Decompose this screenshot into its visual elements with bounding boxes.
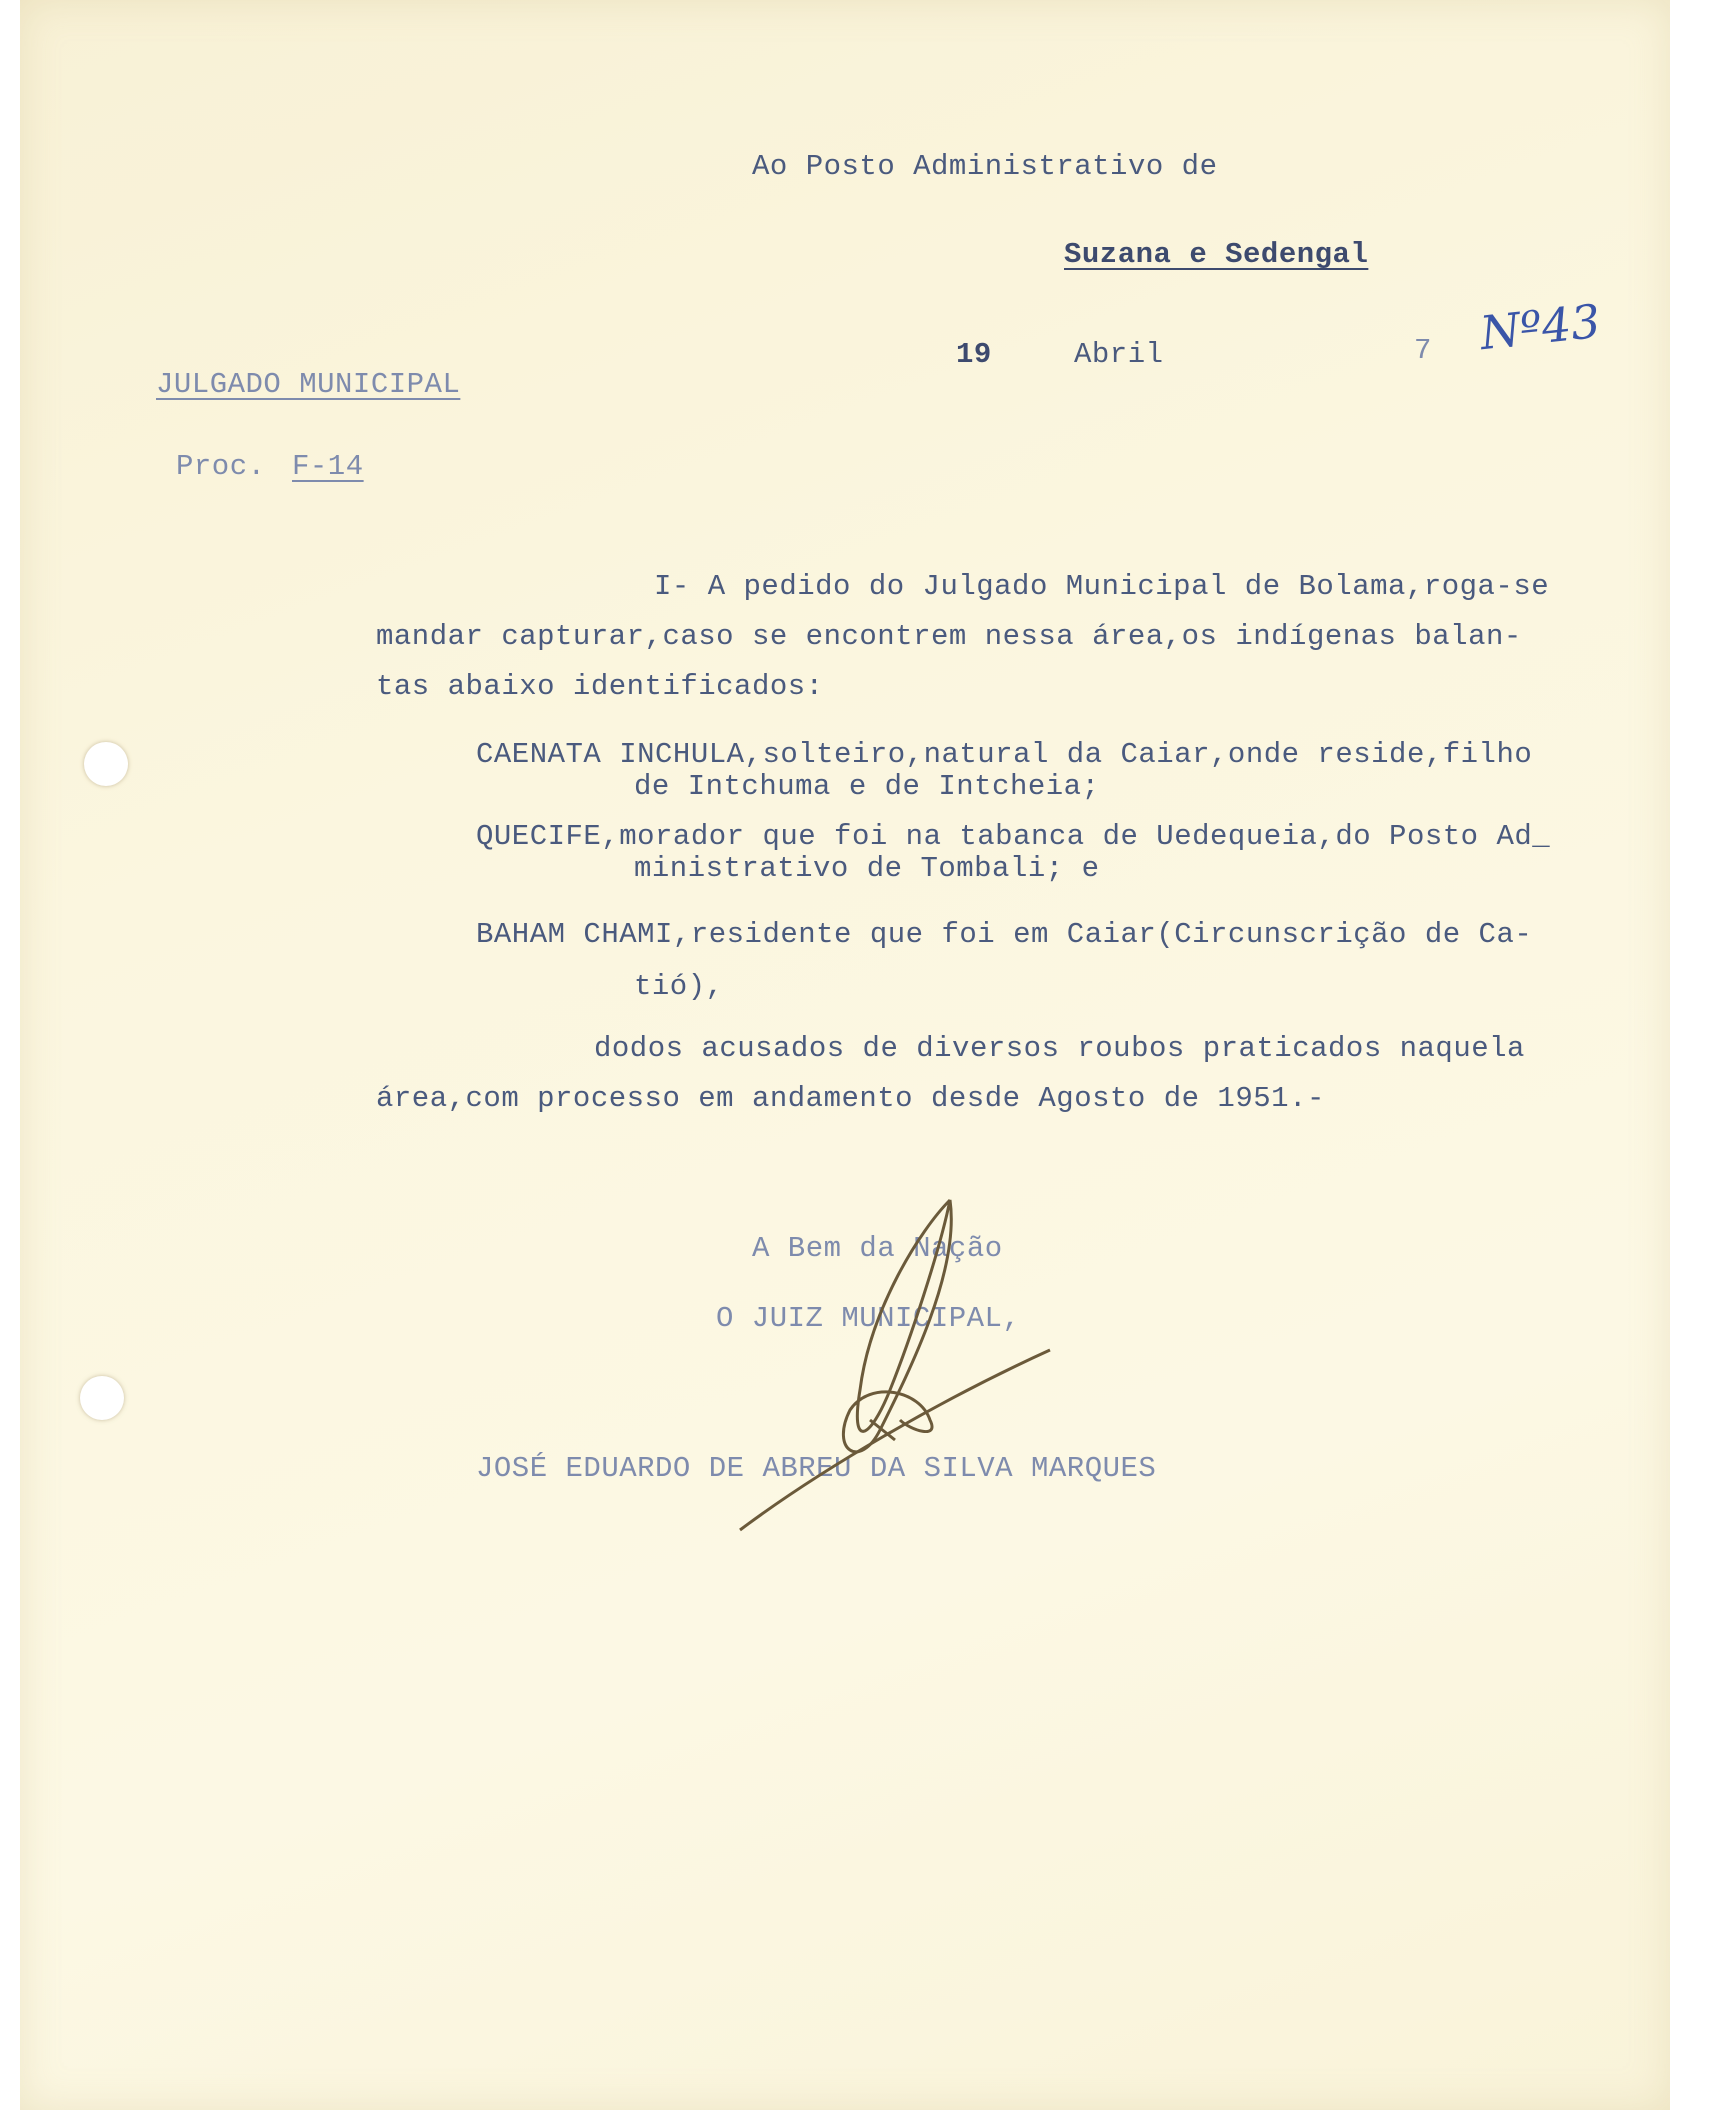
closing-title: O JUIZ MUNICIPAL, (716, 1302, 1021, 1335)
person3-line1: BAHAM CHAMI,residente que foi em Caiar(Circunscrição de Ca- (476, 918, 1533, 951)
person1-line2: de Intchuma e de Intcheia; (634, 770, 1100, 803)
date-month: Abril (1074, 338, 1164, 371)
person1-line1: CAENATA INCHULA,solteiro,natural da Caiar,onde reside,filho (476, 738, 1533, 771)
addressee-line-2: Suzana e Sedengal (1064, 238, 1369, 271)
proc-label: Proc. (176, 450, 266, 483)
punch-hole-bottom (80, 1376, 124, 1420)
person2-line1: QUECIFE,morador que foi na tabanca de Uedequeia,do Posto Ad_ (476, 820, 1551, 853)
date-year-fragment: 7 (1414, 334, 1432, 367)
handwritten-signature (720, 1190, 1070, 1550)
person2-line2: ministrativo de Tombali; e (634, 852, 1100, 885)
signatory-name: JOSÉ EDUARDO DE ABREU DA SILVA MARQUES (476, 1452, 1157, 1485)
person3-line2: tió), (634, 970, 724, 1003)
body-para1-line1: I- A pedido do Julgado Municipal de Bolama,roga-se (654, 570, 1550, 603)
body-para2-line1: dodos acusados de diversos roubos praticados naquela (594, 1032, 1525, 1065)
date-day: 19 (956, 338, 992, 371)
proc-number: F-14 (292, 450, 364, 483)
body-para2-line2: área,com processo em andamento desde Agosto de 1951.- (376, 1082, 1325, 1115)
handwritten-number: Nº43 (1477, 293, 1603, 361)
body-para1-line3: tas abaixo identificados: (376, 670, 824, 703)
punch-hole-top (84, 742, 128, 786)
addressee-line-1: Ao Posto Administrativo de (752, 150, 1218, 183)
body-para1-line2: mandar capturar,caso se encontrem nessa área,os indígenas balan- (376, 620, 1522, 653)
sender-office: JULGADO MUNICIPAL (156, 368, 461, 401)
closing-salutation: A Bem da Nação (752, 1232, 1003, 1265)
